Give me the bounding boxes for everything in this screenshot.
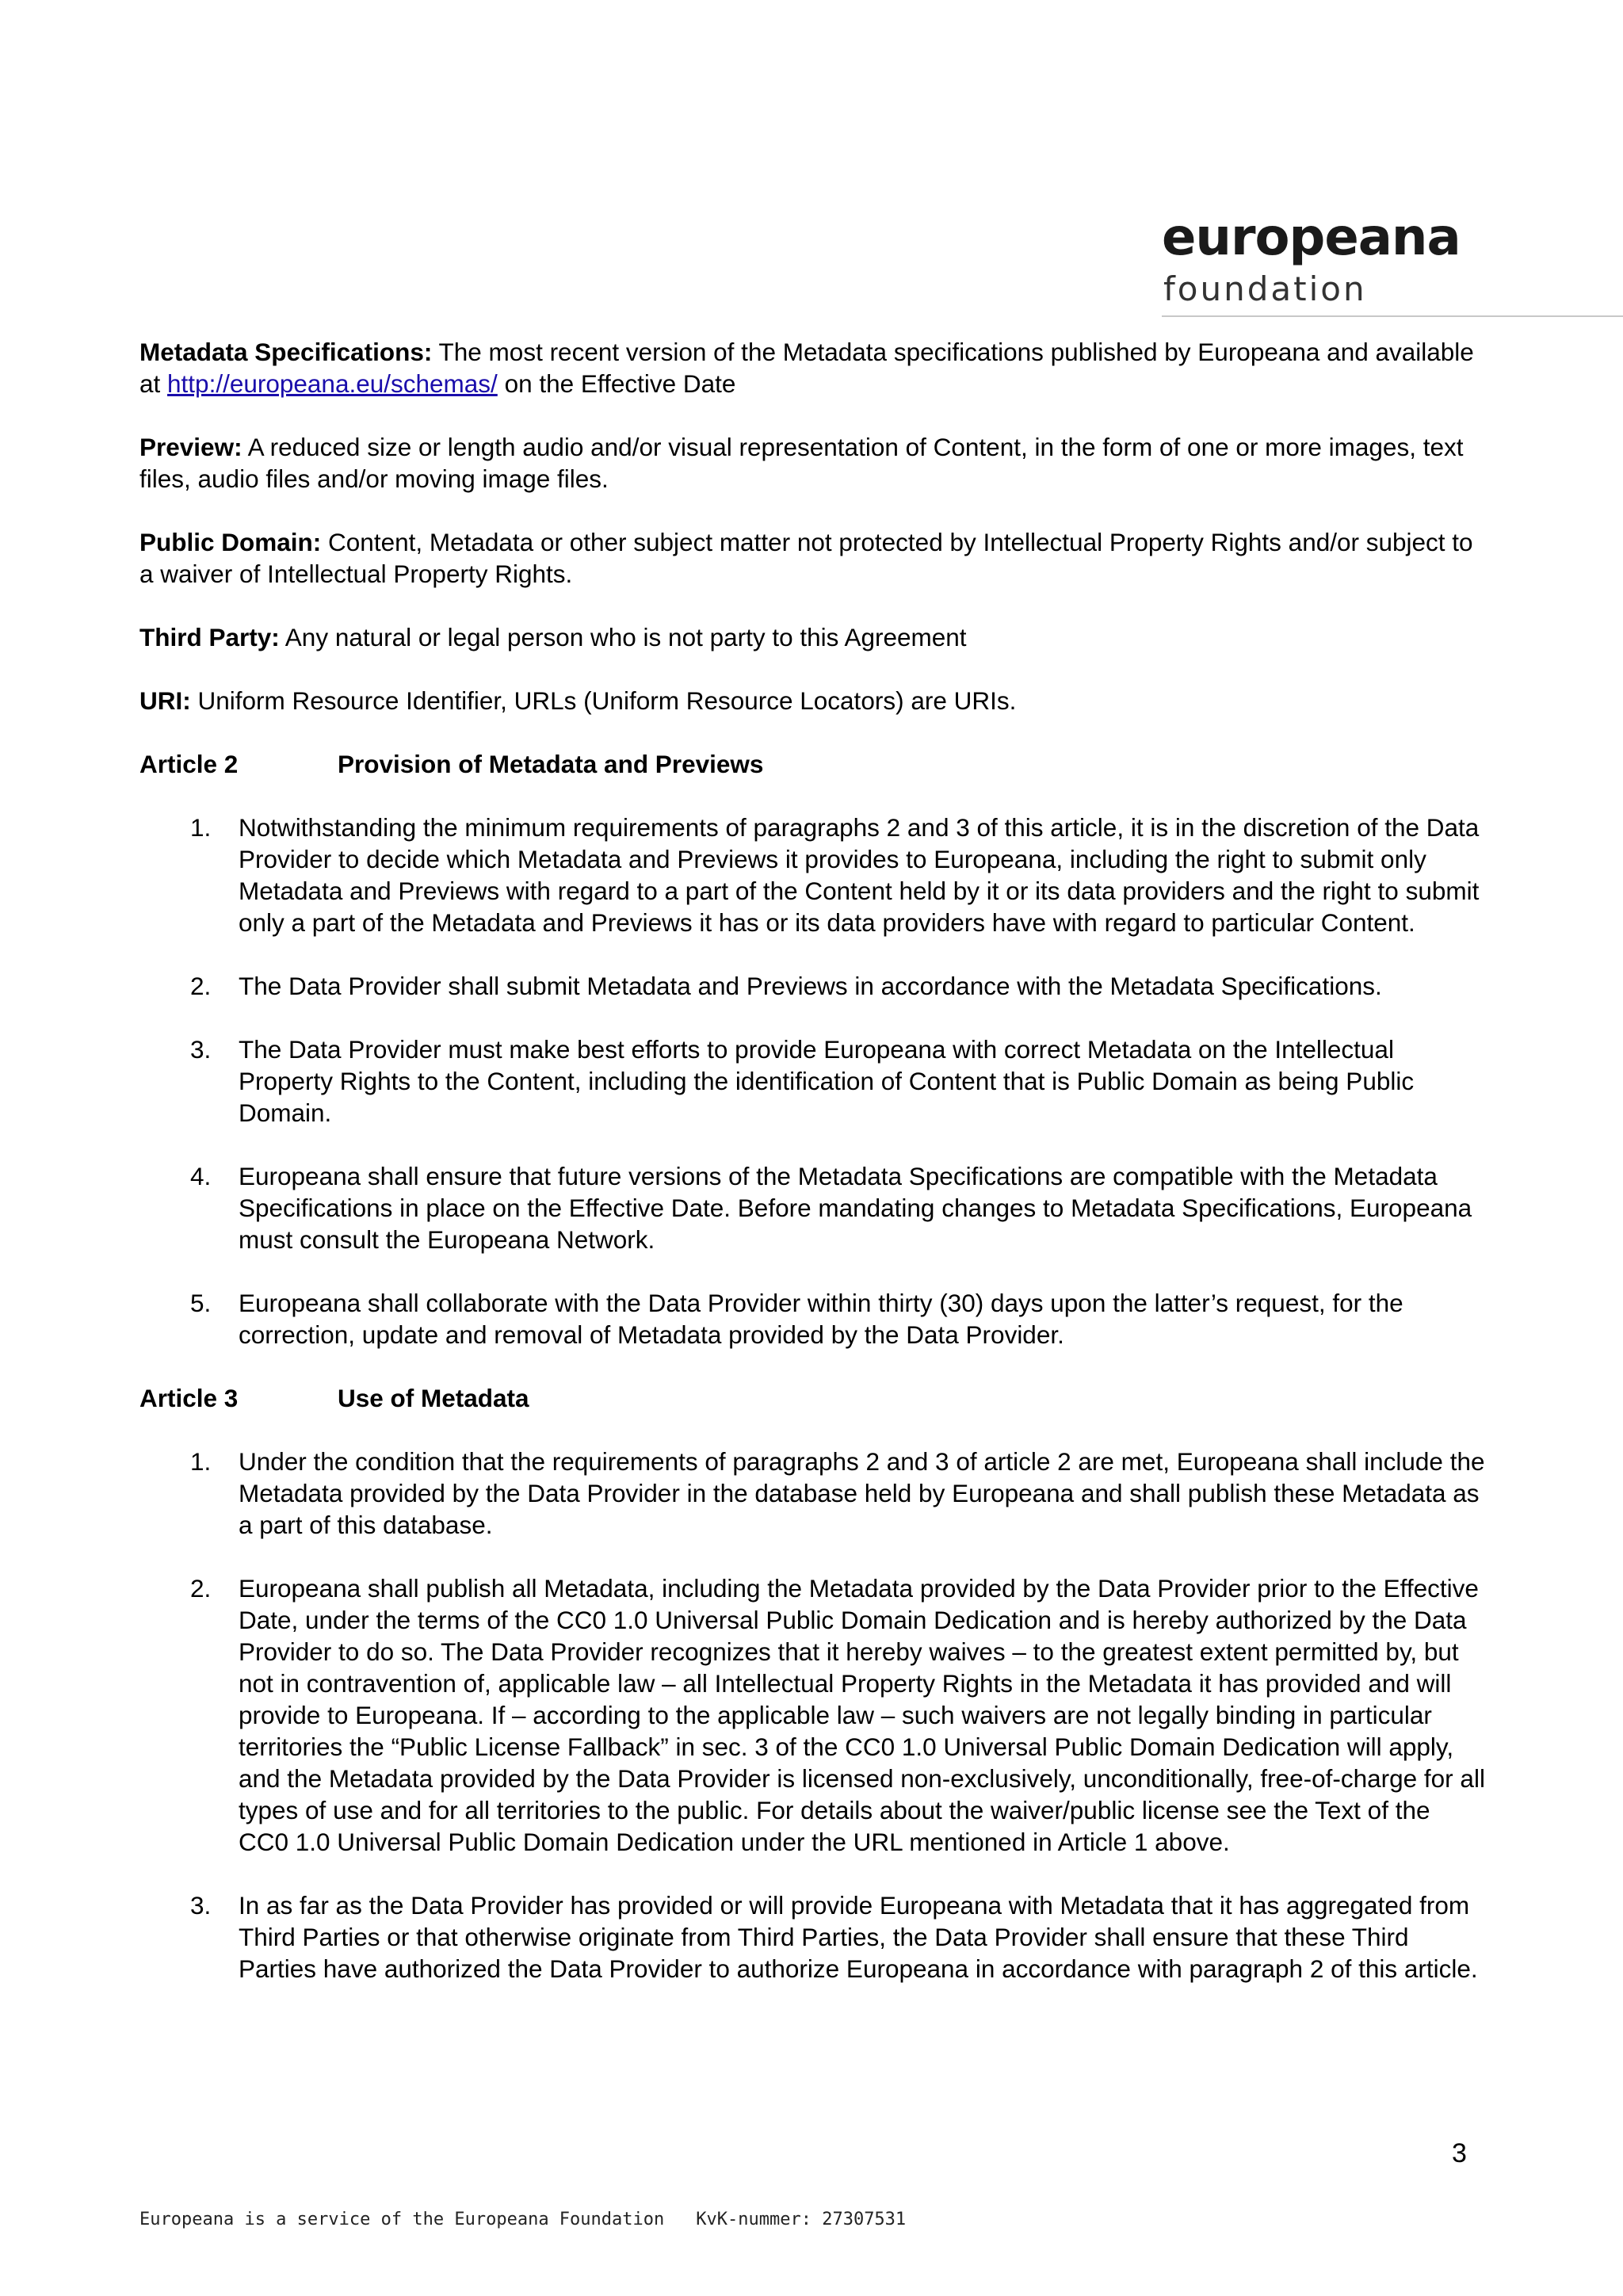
item-text: Notwithstanding the minimum requirements of paragraphs 2 and 3 of this article, it is in the discretion of the Data Provider to decide which Metadata and Previews it provides to Europeana, including the right to submit only Metadata and Previews with regard to a part of the Content held by it or its data providers and the right to submit only a part of the Metadata and Previews it has or its data providers have with regard to particular Content.	[239, 813, 1480, 937]
schemas-link[interactable]: http://europeana.eu/schemas/	[167, 369, 498, 398]
item-number: 4.	[190, 1162, 212, 1190]
europeana-foundation-logo	[1162, 208, 1623, 317]
logo-subtitle: foundation	[1163, 269, 1367, 308]
logo-wordmark: europeana	[1162, 208, 1461, 267]
item-text: Europeana shall collaborate with the Data Provider within thirty (30) days upon the latter’s request, for the correction, update and removal of Metadata provided by the Data Provider.	[239, 1289, 1403, 1349]
article-title: Provision of Metadata and Previews	[338, 750, 764, 778]
definition-text: Content, Metadata or other subject matter not protected by Intellectual Property Rights and/or subject to a waiver of Intellectual Property Rights.	[139, 528, 1473, 588]
definition-text: The most recent version of the Metadata specifications published by Europeana and available at	[139, 338, 1474, 398]
list-item	[139, 1889, 1487, 1985]
item-number: 3.	[190, 1891, 212, 1920]
article-title: Use of Metadata	[338, 1384, 529, 1412]
item-number: 2.	[190, 1574, 212, 1603]
list-item	[139, 1572, 1487, 1858]
definition-term: Third Party:	[139, 623, 280, 651]
article-2-heading	[139, 748, 1487, 780]
definition-text: on the Effective Date	[497, 369, 736, 398]
article-number: Article 2	[139, 750, 239, 778]
article-2-list	[139, 812, 1487, 1350]
list-item	[139, 970, 1487, 1002]
document-body	[139, 336, 1487, 2016]
article-3-heading	[139, 1382, 1487, 1414]
definition-text: A reduced size or length audio and/or visual representation of Content, in the form of one or more images, text files, audio files and/or moving image files.	[139, 433, 1464, 493]
item-number: 1.	[190, 1447, 212, 1476]
page-footer	[139, 2210, 906, 2229]
list-item	[139, 1287, 1487, 1350]
item-text: Europeana shall publish all Metadata, including the Metadata provided by the Data Provider prior to the Effective Date, under the terms of the CC0 1.0 Universal Public Domain Dedication and is hereby authorized by the Data Provider to do so. The Data Provider recognizes that it hereby waives – to the greatest extent permitted by, but not in contravention of, applicable law – all Intellectual Property Rights in the Metadata it has provided and will provide to Europeana. If – according to the applicable law – such waivers are not legally binding in particular territories the “Public License Fallback” in sec. 3 of the CC0 1.0 Universal Public Domain Dedication will apply, and the Metadata provided by the Data Provider is licensed non-exclusively, unconditionally, free-of-charge for all types of use and for all territories to the public. For details about the waiver/public license see the Text of the CC0 1.0 Universal Public Domain Dedication under the URL mentioned in Article 1 above.	[239, 1574, 1485, 1856]
article-3-list	[139, 1446, 1487, 1985]
item-number: 5.	[190, 1289, 212, 1317]
definition-term: Preview:	[139, 433, 242, 461]
item-text: The Data Provider must make best efforts to provide Europeana with correct Metadata on the Intellectual Property Rights to the Content, including the identification of Content that is Public Domain as being Public Domain.	[239, 1035, 1415, 1127]
article-number: Article 3	[139, 1384, 239, 1412]
page-number: 3	[1452, 2138, 1467, 2168]
definition-public-domain	[139, 526, 1487, 590]
definition-third-party	[139, 621, 1487, 653]
list-item	[139, 1033, 1487, 1129]
definition-metadata-specifications	[139, 336, 1487, 399]
definition-preview	[139, 431, 1487, 495]
item-number: 2.	[190, 972, 212, 1000]
item-text: The Data Provider shall submit Metadata and Previews in accordance with the Metadata Specifications.	[239, 972, 1382, 1000]
item-text: Europeana shall ensure that future versions of the Metadata Specifications are compatible with the Metadata Specifications in place on the Effective Date. Before mandating changes to Metadata Specifications, Europeana must consult the Europeana Network.	[239, 1162, 1472, 1254]
header-rule	[1162, 315, 1623, 317]
definition-text: Uniform Resource Identifier, URLs (Uniform Resource Locators) are URIs.	[190, 686, 1017, 715]
item-number: 1.	[190, 813, 212, 842]
item-text: Under the condition that the requirements of paragraphs 2 and 3 of article 2 are met, Europeana shall include the Metadata provided by the Data Provider in the database held by Europeana and shall publish these Metadata as a part of this database.	[239, 1447, 1485, 1539]
definition-term: URI:	[139, 686, 191, 715]
definition-term: Public Domain:	[139, 528, 322, 556]
footer-kvk-number: KvK-nummer: 27307531	[696, 2210, 907, 2229]
item-text: In as far as the Data Provider has provided or will provide Europeana with Metadata that it has aggregated from Third Parties or that otherwise originate from Third Parties, the Data Provider shall ensure that these Third Parties have authorized the Data Provider to authorize Europeana in accordance with paragraph 2 of this article.	[239, 1891, 1478, 1983]
item-number: 3.	[190, 1035, 212, 1064]
definition-term: Metadata Specifications:	[139, 338, 433, 366]
definition-text: Any natural or legal person who is not party to this Agreement	[279, 623, 967, 651]
definition-uri	[139, 685, 1487, 716]
list-item	[139, 812, 1487, 938]
footer-service-text: Europeana is a service of the Europeana Foundation	[139, 2210, 665, 2229]
list-item	[139, 1446, 1487, 1541]
list-item	[139, 1160, 1487, 1255]
